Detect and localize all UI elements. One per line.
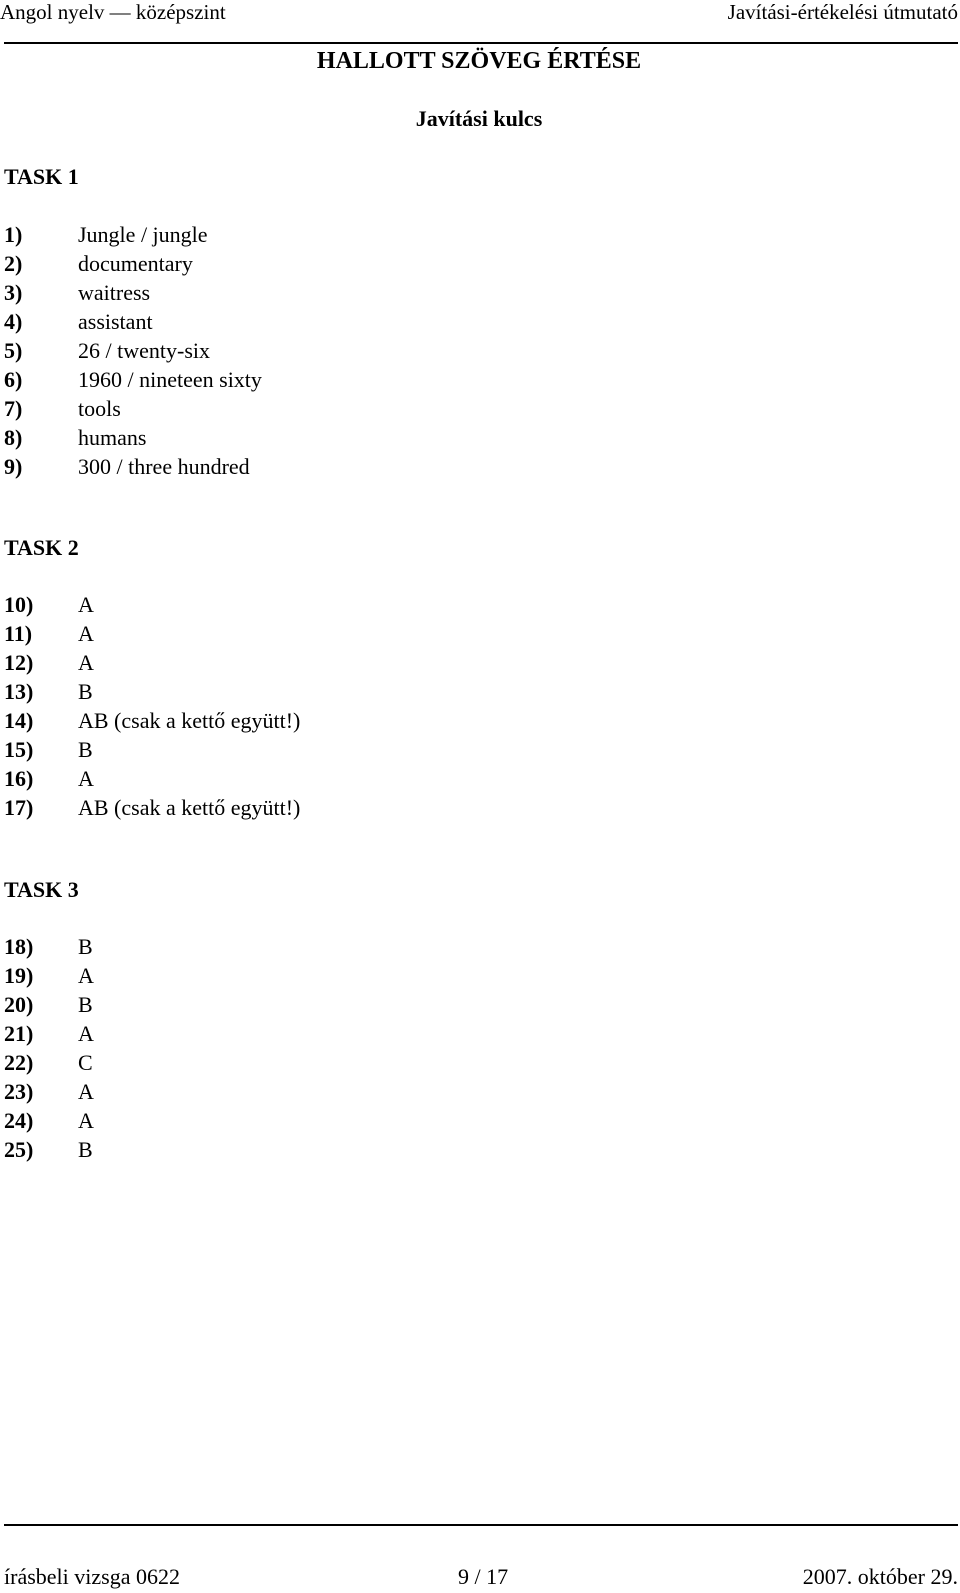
answer-item — [4, 990, 93, 1019]
answer-number: 4) — [4, 309, 23, 334]
answer-item — [4, 706, 301, 735]
answer-value: B — [78, 737, 93, 762]
answer-number: 16) — [4, 766, 34, 791]
answer-value: A — [78, 1108, 94, 1133]
answer-value: 1960 / nineteen sixty — [78, 367, 262, 392]
answer-number: 11) — [4, 621, 33, 646]
header-divider — [4, 42, 958, 44]
answer-value: AB (csak a kettő együtt!) — [78, 795, 301, 820]
answer-list — [4, 220, 262, 481]
answer-value: A — [78, 592, 94, 617]
answer-value: documentary — [78, 251, 193, 276]
answer-number: 20) — [4, 992, 34, 1017]
answer-item — [4, 307, 153, 336]
answer-item — [4, 619, 94, 648]
task-heading: TASK 2 — [4, 535, 79, 560]
task-heading: TASK 3 — [4, 877, 79, 902]
answer-item — [4, 365, 262, 394]
footer-divider — [4, 1524, 958, 1526]
answer-value: 300 / three hundred — [78, 454, 250, 479]
answer-item — [4, 735, 93, 764]
answer-value: A — [78, 963, 94, 988]
answer-value: A — [78, 1079, 94, 1104]
answer-value: waitress — [78, 280, 151, 305]
page-title: HALLOTT SZÖVEG ÉRTÉSE — [316, 48, 642, 74]
task-heading: TASK 1 — [4, 164, 79, 189]
answer-number: 5) — [4, 338, 23, 363]
answer-item — [4, 1135, 93, 1164]
footer-date: 2007. október 29. — [802, 1564, 958, 1589]
answer-value: B — [78, 992, 93, 1017]
answer-item — [4, 764, 94, 793]
answer-item — [4, 1048, 93, 1077]
answer-number: 1) — [4, 222, 23, 247]
answer-number: 17) — [4, 795, 34, 820]
answer-number: 25) — [4, 1137, 34, 1162]
answer-value: AB (csak a kettő együtt!) — [78, 708, 301, 733]
answer-value: C — [78, 1050, 93, 1075]
answer-item — [4, 394, 121, 423]
task-1-section — [4, 163, 262, 481]
answer-item — [4, 278, 151, 307]
answer-number: 7) — [4, 396, 23, 421]
page-footer — [4, 1564, 958, 1590]
answer-value: A — [78, 621, 94, 646]
task-2-section — [4, 534, 301, 822]
answer-item — [4, 423, 147, 452]
answer-item — [4, 590, 94, 619]
answer-number: 22) — [4, 1050, 34, 1075]
answer-number: 8) — [4, 425, 23, 450]
answer-item — [4, 1106, 94, 1135]
task-3-section — [4, 876, 94, 1164]
answer-item — [4, 677, 93, 706]
answer-item — [4, 793, 301, 822]
answer-number: 18) — [4, 934, 34, 959]
answer-item — [4, 648, 94, 677]
answer-item — [4, 1077, 94, 1106]
answer-value: B — [78, 934, 93, 959]
answer-item — [4, 336, 210, 365]
answer-item — [4, 452, 250, 481]
answer-item — [4, 1019, 94, 1048]
header-subject: Angol nyelv — középszint — [0, 0, 226, 24]
answer-value: humans — [78, 425, 147, 450]
answer-item — [4, 961, 94, 990]
answer-number: 13) — [4, 679, 34, 704]
answer-value: B — [78, 679, 93, 704]
answer-list — [4, 932, 94, 1164]
answer-number: 2) — [4, 251, 23, 276]
answer-item — [4, 220, 208, 249]
answer-value: A — [78, 766, 94, 791]
answer-number: 19) — [4, 963, 34, 988]
answer-value: Jungle / jungle — [78, 222, 208, 247]
answer-number: 6) — [4, 367, 23, 392]
answer-value: assistant — [78, 309, 153, 334]
answer-value: A — [78, 1021, 94, 1046]
answer-item — [4, 249, 193, 278]
page-header — [0, 0, 958, 30]
answer-value: B — [78, 1137, 93, 1162]
answer-item — [4, 932, 93, 961]
answer-number: 9) — [4, 454, 23, 479]
header-doc-type: Javítási-értékelési útmutató — [727, 0, 958, 24]
answer-value: tools — [78, 396, 121, 421]
answer-number: 14) — [4, 708, 34, 733]
answer-value: 26 / twenty-six — [78, 338, 210, 363]
answer-number: 3) — [4, 280, 23, 305]
answer-number: 15) — [4, 737, 34, 762]
answer-number: 24) — [4, 1108, 34, 1133]
answer-list — [4, 590, 301, 822]
footer-exam-code: írásbeli vizsga 0622 — [4, 1564, 180, 1589]
answer-number: 10) — [4, 592, 34, 617]
answer-value: A — [78, 650, 94, 675]
answer-number: 23) — [4, 1079, 34, 1104]
page-subtitle: Javítási kulcs — [415, 106, 543, 131]
footer-page-number: 9 / 17 — [458, 1564, 509, 1589]
answer-number: 21) — [4, 1021, 34, 1046]
answer-number: 12) — [4, 650, 34, 675]
